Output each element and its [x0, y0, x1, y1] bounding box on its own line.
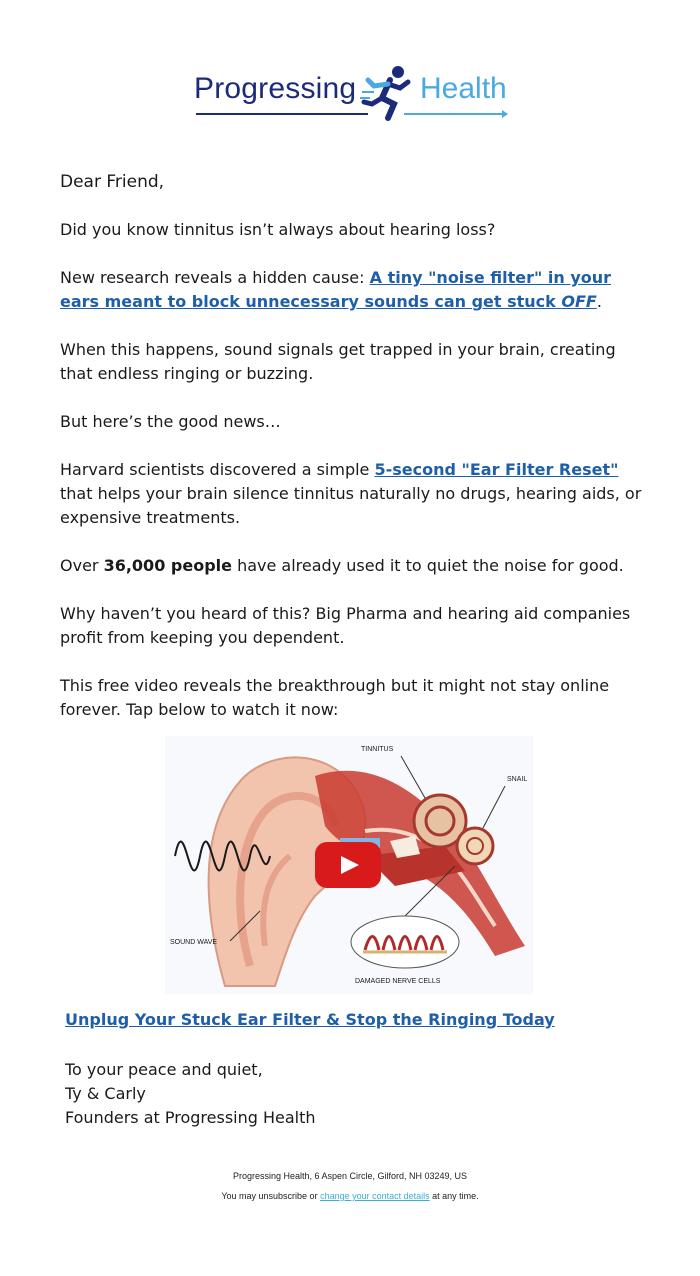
greeting: Dear Friend,: [60, 172, 165, 192]
brand-logo: [190, 64, 510, 126]
harvard-suffix: that helps your brain silence tinnitus naturally no drugs, hearing aids, or expensive treatments.: [60, 484, 642, 527]
signoff-names: Ty & Carly: [65, 1084, 146, 1103]
signoff: [65, 1058, 316, 1130]
harvard-prefix: Harvard scientists discovered a simple: [60, 460, 375, 479]
people-suffix: have already used it to quiet the noise for good.: [231, 556, 624, 575]
label-snail: SNAIL: [507, 776, 528, 783]
footer-address: Progressing Health, 6 Aspen Circle, Gilford, NH 03249, US: [232, 1171, 468, 1181]
paragraph-good-news: But here’s the good news…: [60, 412, 281, 431]
people-count: 36,000 people: [103, 556, 232, 575]
unsub-prefix: You may unsubscribe or: [221, 1191, 321, 1201]
footer: [0, 1166, 700, 1206]
research-prefix: New research reveals a hidden cause:: [60, 268, 370, 287]
paragraph-signals: When this happens, sound signals get trapped in your brain, creating that endless ringing or buzzing.: [60, 340, 616, 383]
email-body: [60, 170, 650, 746]
noise-filter-link-em: OFF: [561, 292, 597, 311]
ear-filter-reset-link[interactable]: 5-second "Ear Filter Reset": [374, 460, 619, 479]
research-suffix: .: [596, 292, 602, 311]
label-tinnitus: TINNITUS: [361, 746, 394, 753]
cta-row: [65, 1010, 555, 1029]
logo-text-progressing: Progressing: [194, 72, 357, 105]
footer-unsubscribe: [0, 1186, 700, 1206]
cta-link[interactable]: Unplug Your Stuck Ear Filter & Stop the Ringing Today: [65, 1010, 555, 1029]
paragraph-people: [60, 554, 650, 578]
paragraph-pharma: Why haven’t you heard of this? Big Pharma and hearing aid companies profit from keeping you dependent.: [60, 604, 631, 647]
label-sound-wave: SOUND WAVE: [170, 939, 218, 946]
people-prefix: Over: [60, 556, 104, 575]
paragraph-video-intro: This free video reveals the breakthrough but it might not stay online forever. Tap below to watch it now:: [60, 676, 610, 719]
play-icon[interactable]: [315, 842, 381, 888]
paragraph-harvard: [60, 458, 650, 530]
paragraph-research: [60, 266, 650, 314]
signoff-line: To your peace and quiet,: [65, 1060, 263, 1079]
runner-icon: [360, 64, 416, 122]
unsub-suffix: at any time.: [429, 1191, 479, 1201]
noise-filter-link-text: A tiny "noise filter" in your ears meant to block unnecessary sounds can get stuck: [60, 268, 612, 311]
label-damaged-nerve-cells: DAMAGED NERVE CELLS: [355, 978, 441, 985]
paragraph-intro: Did you know tinnitus isn’t always about hearing loss?: [60, 220, 496, 239]
change-contact-details-link[interactable]: change your contact details: [320, 1191, 430, 1201]
signoff-title: Founders at Progressing Health: [65, 1108, 316, 1127]
logo-text-health: Health: [420, 72, 507, 105]
video-thumbnail[interactable]: [165, 736, 533, 994]
